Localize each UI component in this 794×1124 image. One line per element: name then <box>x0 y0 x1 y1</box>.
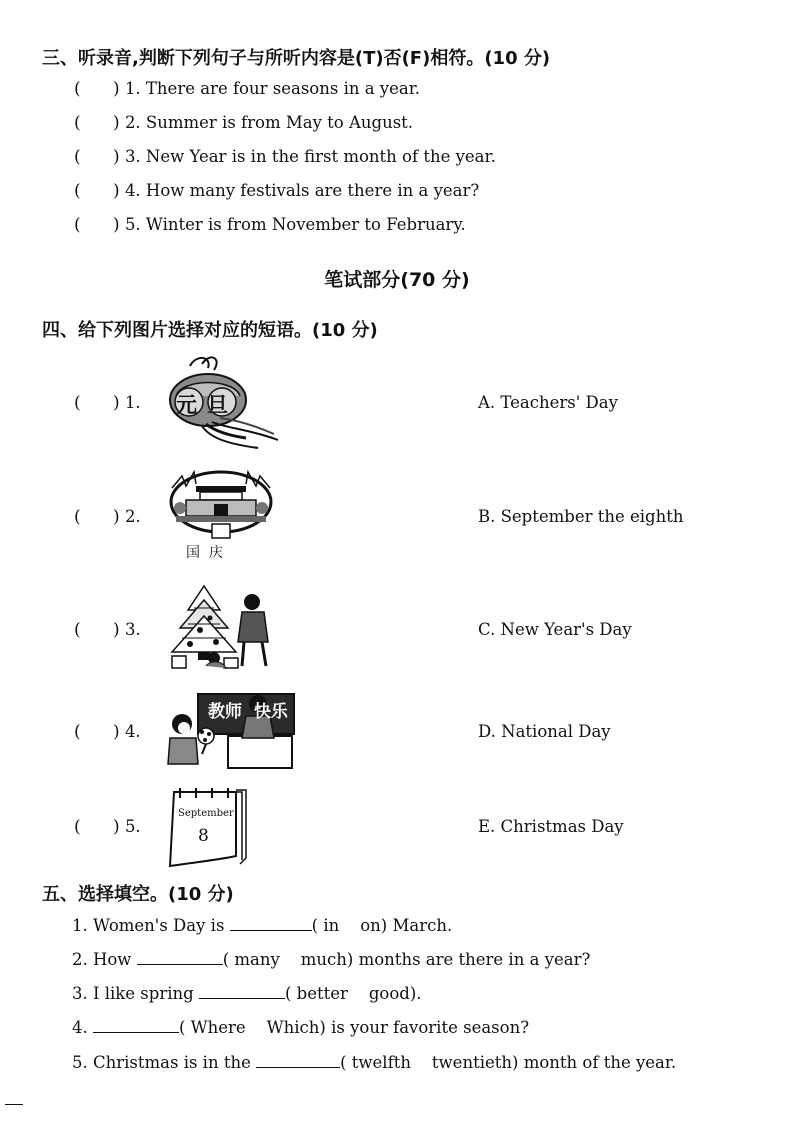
answer-paren[interactable]: ( ) <box>74 817 120 837</box>
section5-item-2 <box>72 950 590 969</box>
answer-paren[interactable]: ( ) <box>74 181 120 201</box>
section3-heading: 三、听录音,判断下列句子与所听内容是(T)否(F)相符。(10 分) <box>42 48 551 69</box>
choices: ( Where Which) <box>179 1018 326 1037</box>
item-number: 3. <box>124 620 141 639</box>
national-day-label: 国 庆 <box>186 545 223 561</box>
statement-text: 3. New Year is in the first month of the year. <box>124 147 496 166</box>
answer-blank[interactable] <box>256 1053 340 1068</box>
section4-item-3 <box>74 620 141 640</box>
section3-item-1 <box>74 79 420 99</box>
option-b: B. September the eighth <box>478 507 684 526</box>
item-number: 2. <box>124 507 141 526</box>
choices: ( in on) <box>311 916 388 935</box>
choices: ( many much) <box>222 950 354 969</box>
answer-paren[interactable]: ( ) <box>74 79 120 99</box>
sentence-start: 3. I like spring <box>72 984 199 1003</box>
section5-heading: 五、选择填空。(10 分) <box>42 884 234 905</box>
option-d: D. National Day <box>478 722 611 741</box>
answer-paren[interactable]: ( ) <box>74 215 120 235</box>
answer-blank[interactable] <box>199 984 285 999</box>
sentence-start: 5. Christmas is in the <box>72 1053 257 1072</box>
written-part-heading: 笔试部分(70 分) <box>324 269 470 291</box>
answer-paren[interactable]: ( ) <box>74 147 120 167</box>
section5-item-4 <box>72 1018 529 1037</box>
christmas-tree-picture <box>168 582 276 672</box>
section3-item-2 <box>74 113 413 133</box>
statement-text: 4. How many festivals are there in a year? <box>124 181 480 200</box>
item-number: 4. <box>124 722 141 741</box>
answer-paren[interactable]: ( ) <box>74 507 120 527</box>
page-corner-mark <box>5 1104 23 1105</box>
sentence-end: month of the year. <box>518 1053 677 1072</box>
answer-blank[interactable] <box>137 950 223 965</box>
answer-paren[interactable]: ( ) <box>74 393 120 413</box>
section5-item-5 <box>72 1053 676 1072</box>
sentence-start: 1. Women's Day is <box>72 916 230 935</box>
sentence-end: is your favorite season? <box>325 1018 530 1037</box>
sentence-start: 2. How <box>72 950 137 969</box>
section3-item-4 <box>74 181 479 201</box>
sentence-end: March. <box>387 916 453 935</box>
item-number: 1. <box>124 393 141 412</box>
answer-paren[interactable]: ( ) <box>74 722 120 742</box>
section3-item-5 <box>74 215 466 235</box>
answer-blank[interactable] <box>230 916 312 931</box>
sentence-end: months are there in a year? <box>353 950 591 969</box>
section3-item-3 <box>74 147 496 167</box>
item-number: 5. <box>124 817 141 836</box>
answer-paren[interactable]: ( ) <box>74 113 120 133</box>
section4-heading: 四、给下列图片选择对应的短语。(10 分) <box>42 320 378 341</box>
section4-item-4 <box>74 722 141 742</box>
answer-blank[interactable] <box>93 1018 179 1033</box>
teachers-day-board-text: 教师 快乐 <box>208 702 288 722</box>
statement-text: 2. Summer is from May to August. <box>124 113 414 132</box>
option-a: A. Teachers' Day <box>478 393 618 412</box>
option-c: C. New Year's Day <box>478 620 632 639</box>
answer-paren[interactable]: ( ) <box>74 620 120 640</box>
lantern-label: 元旦 <box>176 393 238 417</box>
calendar-day: 8 <box>198 826 209 846</box>
option-e: E. Christmas Day <box>478 817 624 836</box>
section5-item-3 <box>72 984 422 1003</box>
choices: ( twelfth twentieth) <box>340 1053 519 1072</box>
section4-item-1 <box>74 393 141 413</box>
tiananmen-picture <box>166 468 276 540</box>
section4-item-2 <box>74 507 141 527</box>
section5-item-1 <box>72 916 452 935</box>
sentence-end: . <box>416 984 422 1003</box>
section4-item-5 <box>74 817 141 837</box>
statement-text: 5. Winter is from November to February. <box>124 215 466 234</box>
calendar-month: September <box>178 808 234 819</box>
choices: ( better good) <box>284 984 417 1003</box>
statement-text: 1. There are four seasons in a year. <box>124 79 421 98</box>
sentence-start: 4. <box>72 1018 93 1037</box>
